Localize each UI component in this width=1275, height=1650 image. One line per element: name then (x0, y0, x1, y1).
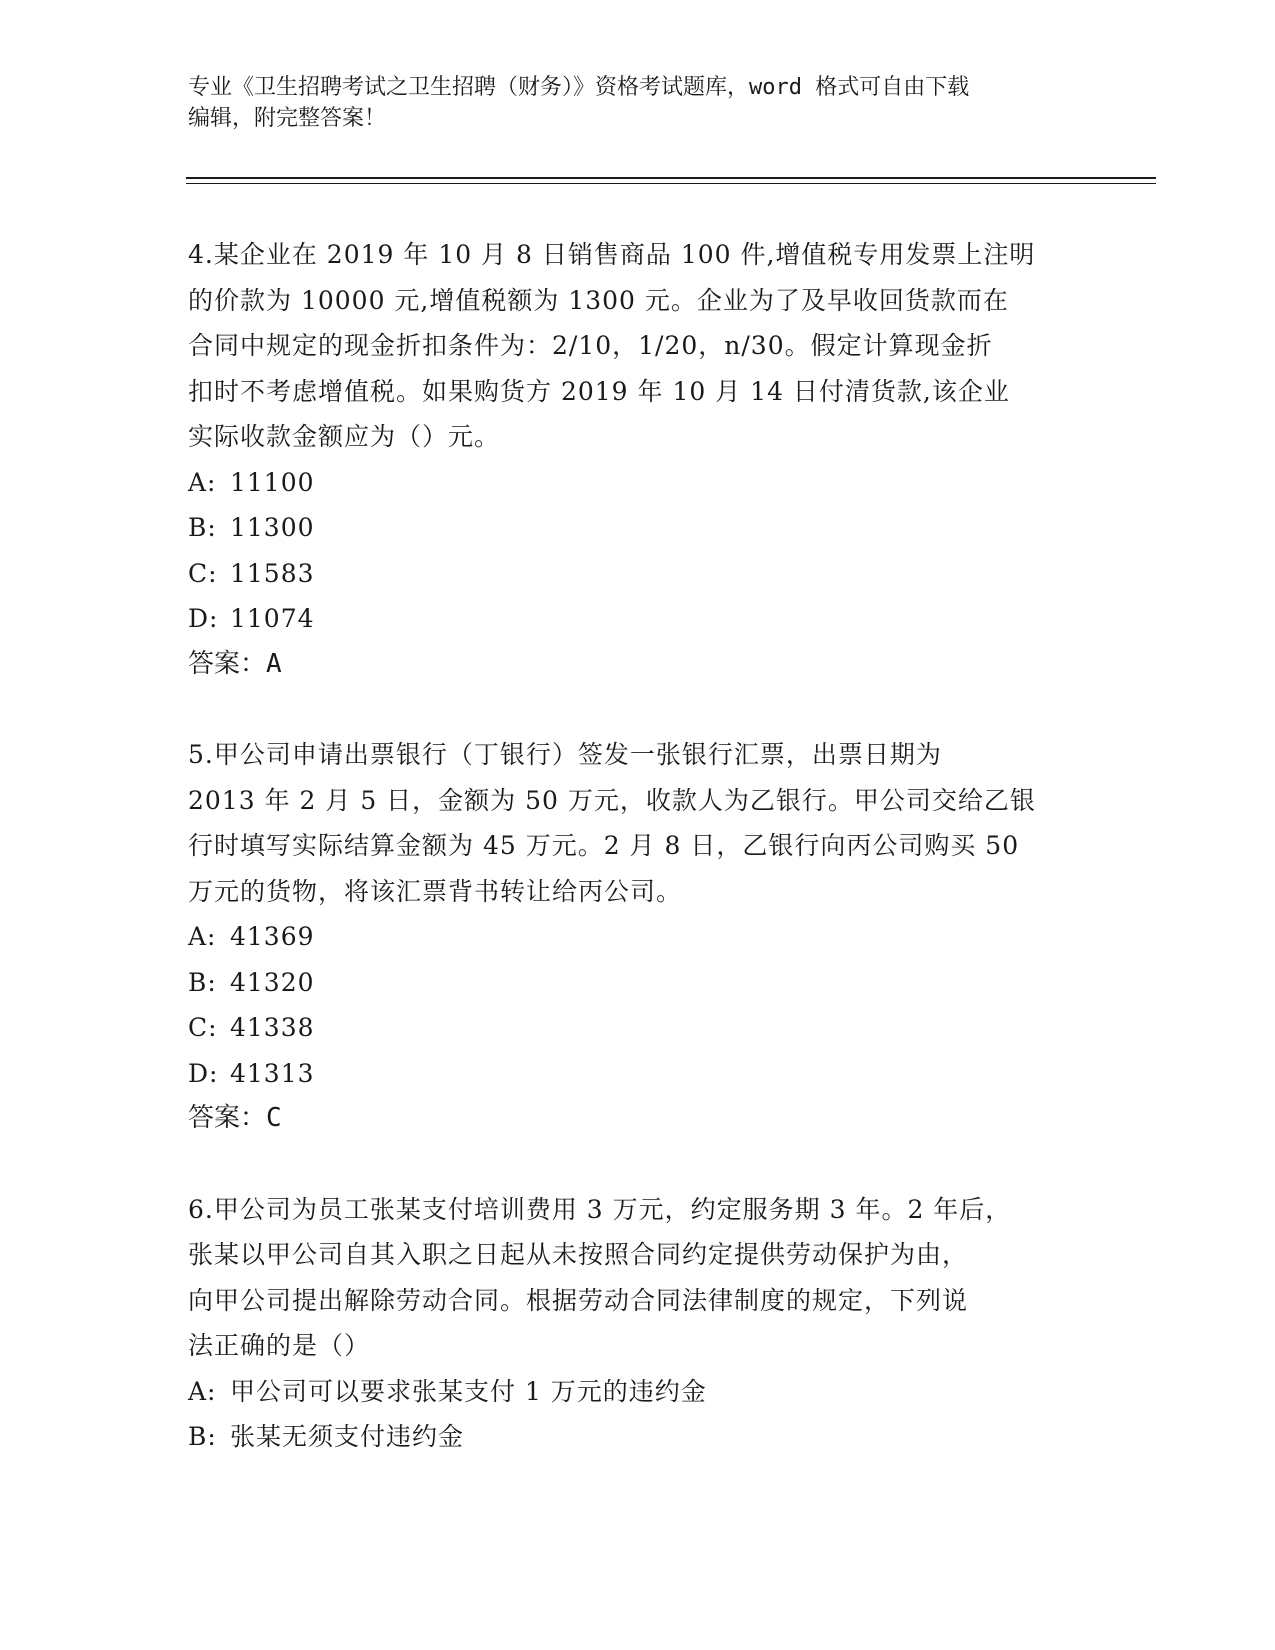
question-4-line-3: 合同中规定的现金折扣条件为：2/10，1/20，n/30。假定计算现金折 (188, 331, 993, 360)
option-key: B: (188, 513, 217, 542)
question-block-5 (188, 732, 1088, 1142)
option-key: D: (188, 604, 219, 633)
question-5-option-b (188, 960, 1088, 1006)
option-key: B: (188, 1422, 217, 1451)
option-key: A: (188, 922, 217, 951)
option-key: A: (188, 1376, 217, 1406)
option-key: A: (188, 467, 217, 497)
question-list (188, 232, 1088, 1460)
question-4-option-b (188, 505, 1088, 551)
question-5-option-c (188, 1005, 1088, 1051)
question-4-answer: 答案：A (188, 648, 282, 679)
question-4-option-d (188, 596, 1088, 642)
question-4-line-2: 的价款为 10000 元,增值税额为 1300 元。企业为了及早收回货款而在 (188, 285, 1009, 315)
option-text: 41320 (230, 967, 315, 997)
question-6-line-4: 法正确的是（） (188, 1331, 371, 1360)
option-key: D: (188, 1058, 219, 1088)
question-6-option-a (188, 1369, 1088, 1415)
question-5-option-d (188, 1051, 1088, 1097)
option-text: 11583 (230, 558, 315, 588)
header-line-2: 编辑，附完整答案！ (188, 106, 387, 131)
question-6-line-2: 张某以甲公司自其入职之日起从未按照合同约定提供劳动保护为由， (188, 1240, 969, 1269)
question-block-6 (188, 1187, 1088, 1460)
option-text: 41313 (230, 1058, 315, 1088)
question-4-line-4: 扣时不考虑增值税。如果购货方 2019 年 10 月 14 日付清货款,该企业 (188, 376, 1010, 406)
question-5-line-2: 2013 年 2 月 5 日，金额为 50 万元，收款人为乙银行。甲公司交给乙银 (188, 785, 1036, 815)
question-5-line-1: 5.甲公司申请出票银行（丁银行）签发一张银行汇票，出票日期为 (188, 740, 942, 769)
question-6-option-b (188, 1414, 1088, 1460)
question-4-option-c (188, 551, 1088, 597)
document-header (188, 72, 1088, 134)
option-text: 11100 (230, 467, 315, 497)
option-key: C: (188, 1013, 218, 1042)
option-text: 41338 (230, 1013, 315, 1042)
question-6-line-1: 6.甲公司为员工张某支付培训费用 3 万元，约定服务期 3 年。2 年后， (188, 1194, 1012, 1224)
question-5-answer: 答案：C (188, 1103, 282, 1133)
question-spacer (188, 687, 1088, 732)
question-spacer (188, 1142, 1088, 1187)
question-4-line-1: 4.某企业在 2019 年 10 月 8 日销售商品 100 件,增值税专用发票上注明 (188, 240, 1036, 269)
option-key: B: (188, 967, 217, 997)
option-text: 11074 (230, 604, 315, 633)
question-block-4 (188, 232, 1088, 687)
question-4-line-5: 实际收款金额应为（）元。 (188, 422, 501, 451)
option-text: 甲公司可以要求张某支付 1 万元的违约金 (230, 1376, 707, 1406)
header-divider-thick (186, 177, 1156, 179)
header-line-1: 专业《卫生招聘考试之卫生招聘（财务）》资格考试题库，word 格式可自由下载 (188, 75, 970, 100)
question-6-line-3: 向甲公司提出解除劳动合同。根据劳动合同法律制度的规定，下列说 (188, 1285, 969, 1315)
question-5-line-4: 万元的货物，将该汇票背书转让给丙公司。 (188, 876, 683, 906)
option-text: 11300 (230, 513, 315, 542)
header-divider-thin (186, 183, 1156, 184)
question-5-line-3: 行时填写实际结算金额为 45 万元。2 月 8 日，乙银行向丙公司购买 50 (188, 831, 1020, 860)
question-4-option-a (188, 460, 1088, 506)
question-5-option-a (188, 914, 1088, 960)
option-text: 41369 (230, 922, 315, 951)
option-text: 张某无须支付违约金 (230, 1422, 465, 1451)
option-key: C: (188, 558, 218, 588)
